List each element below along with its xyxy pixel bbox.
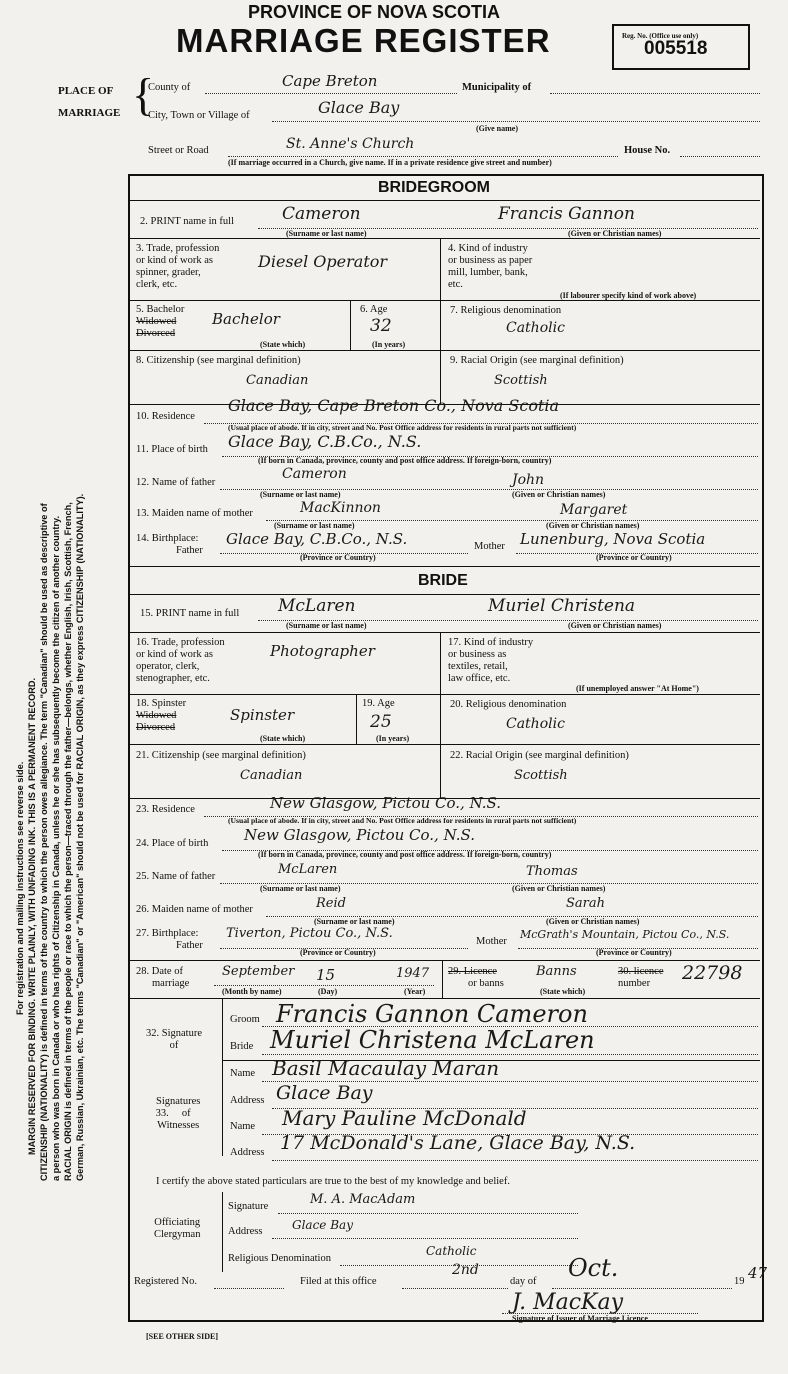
groom-age-caption: (In years) [372,340,406,349]
margin-line-3: CITIZENSHIP (NATIONALITY) is defined in terms of the country to which the person owes allegiance. The term "Canadian" should be used as descriptive of [39,503,49,1181]
clergy-religion: Catholic [426,1244,477,1258]
witness-label: Signatures 33. of Witnesses [155,1096,201,1131]
place-label [58,80,120,124]
groom-birth-label: 11. Place of birth [136,444,208,455]
groom-mother-given: Margaret [560,502,628,518]
groom-surname-caption: (Surname or last name) [286,229,367,238]
groom-mother-label: 13. Maiden name of mother [136,508,253,519]
groom-mother-bp-label: Mother [474,541,505,552]
groom-father-label: 12. Name of father [136,477,216,488]
bride-surname-caption: (Surname or last name) [286,621,367,630]
bride-status: Spinster [230,706,295,724]
marriage-day: 15 [316,966,336,984]
licence-banns: Banns [536,964,577,979]
bride-father-bp-caption: (Province or Country) [300,948,376,957]
date-label: 28. Date of marriage [136,966,190,989]
day-of-label: day of [510,1276,537,1287]
groom-age-label: 6. Age [360,304,388,315]
bride-mother-bp-caption: (Province or Country) [596,948,672,957]
bride-age-caption: (In years) [376,734,410,743]
bride-residence-label: 23. Residence [136,804,195,815]
bride-surname: McLaren [278,596,356,616]
clergy-signature: M. A. MacAdam [310,1192,416,1207]
municipality-label: Municipality of [462,82,532,93]
licence-number: 22798 [682,962,743,984]
filed-year: 47 [748,1264,768,1282]
groom-given: Francis Gannon [498,204,635,224]
filed-month: Oct. [568,1254,619,1282]
groom-mother-given-caption: (Given or Christian names) [546,521,640,530]
bride-mother-birthplace: McGrath's Mountain, Pictou Co., N.S. [520,928,730,941]
groom-father-bp-caption: (Province or Country) [300,553,376,562]
margin-line-4: a person who was born in Canada or who has rights of Citizenship in Canada, unless he or she has subsequently become the citizen of another country. [51,515,61,1181]
w1-name-label: Name [230,1068,256,1079]
see-other-side: [SEE OTHER SIDE] [146,1332,219,1341]
groom-racial: Scottish [494,373,548,388]
bride-signature: Muriel Christena McLaren [270,1026,595,1054]
city-value: Glace Bay [318,98,400,117]
bride-mother-given: Sarah [566,896,605,911]
groom-trade: Diesel Operator [258,252,388,271]
bride-mother-given-caption: (Given or Christian names) [546,917,640,926]
groom-mother-surname: MacKinnon [300,500,381,516]
w2-address-label: Address [230,1147,265,1158]
place-label-a: PLACE OF [58,85,114,97]
filed-day: 2nd [452,1262,479,1278]
groom-residence-label: 10. Residence [136,411,195,422]
year-prefix: 19 [734,1276,745,1287]
bride-state-caption: (State which) [260,734,306,743]
bride-father-label: 25. Name of father [136,871,216,882]
bride-birth: New Glasgow, Pictou Co., N.S. [244,826,476,844]
bride-status-label: 18. Spinster Widowed Divorced [136,698,187,733]
month-caption: (Month by name) [222,987,282,996]
witness2-name: Mary Pauline McDonald [282,1106,527,1130]
reg-number: 005518 [644,38,708,59]
witness2-address: 17 McDonald's Lane, Glace Bay, N.S. [280,1132,636,1154]
filed-label: Filed at this office [300,1276,377,1287]
issuer-label: Signature of Issuer of Marriage Licence [512,1314,648,1323]
bride-mother-surname: Reid [316,896,346,911]
groom-mother-birthplace: Lunenburg, Nova Scotia [520,530,706,548]
groom-name-label: 2. PRINT name in full [140,216,235,227]
bride-religion-label: 20. Religious denomination [450,699,567,710]
bride-heading: BRIDE [418,572,468,589]
groom-citizenship-label: 8. Citizenship (see marginal definition) [136,355,301,366]
clergy-sig-label: Signature [228,1201,269,1212]
groom-father-birthplace: Glace Bay, C.B.Co., N.S. [226,530,408,548]
bride-citizenship-label: 21. Citizenship (see marginal definition) [136,750,306,761]
groom-father-surname: Cameron [282,466,347,482]
groom-industry-note: (If labourer specify kind of work above) [560,291,697,300]
page-title: MARRIAGE REGISTER [176,22,551,59]
street-label: Street or Road [148,145,209,156]
groom-birthplace-label: 14. Birthplace: Father [136,533,203,556]
bride-name-label: 15. PRINT name in full [140,608,240,619]
bride-birth-note: (If born in Canada, province, county and post office address. If foreign-born, country) [258,850,552,859]
groom-trade-label: 3. Trade, profession or kind of work as spinner, grader, clerk, etc. [136,243,220,290]
bridegroom-heading: BRIDEGROOM [378,179,490,196]
bride-father-surname-caption: (Surname or last name) [260,884,341,893]
bride-mother-bp-label: Mother [476,936,507,947]
county-label: County of [148,82,191,93]
margin-line-5: RACIAL ORIGIN is defined in terms of the people or race to which the person—traced through the father—belongs, whether English, Irish, Scottish, French, [63,502,73,1181]
groom-birth: Glace Bay, C.B.Co., N.S. [228,432,422,451]
groom-mother-surname-caption: (Surname or last name) [274,521,355,530]
bride-sig-label: Bride [230,1041,254,1052]
clergy-address: Glace Bay [292,1218,353,1232]
groom-status-label: 5. Bachelor Widowed Divorced [136,304,185,339]
marriage-year: 1947 [396,966,430,981]
bride-residence-note: (Usual place of abode. If in city, street and No. Post Office address for residents in rural parts not sufficient) [228,816,577,825]
margin-instructions [14,185,110,1275]
officiating-label: Officiating Clergyman [154,1217,201,1240]
groom-surname: Cameron [282,204,361,224]
bride-father-given-caption: (Given or Christian names) [512,884,606,893]
bride-trade: Photographer [270,642,375,660]
groom-sig-label: Groom [230,1014,260,1025]
bride-industry-label: 17. Kind of industry or business as textiles, retail, law office, etc. [448,637,534,684]
brace-icon: { [132,69,155,120]
signature-label: 32. Signature of [146,1028,202,1051]
groom-status: Bachelor [212,310,280,328]
groom-signature: Francis Gannon Cameron [276,1000,588,1028]
bride-trade-label: 16. Trade, profession or kind of work as operator, clerk, stenographer, etc. [136,637,225,684]
bride-birth-label: 24. Place of birth [136,838,209,849]
groom-religion-label: 7. Religious denomination [450,305,562,316]
certify-text: I certify the above stated particulars are true to the best of my knowledge and belief. [156,1176,510,1187]
bride-age-label: 19. Age [362,698,395,709]
clergy-rel-label: Religious Denomination [228,1253,331,1264]
groom-religion: Catholic [506,320,565,336]
bride-birthplace-label: 27. Birthplace: Father [136,928,203,951]
groom-father-given-caption: (Given or Christian names) [512,490,606,499]
marriage-month: September [222,964,295,979]
county-value: Cape Breton [282,72,378,90]
registered-no-label: Registered No. [134,1276,197,1287]
margin-line-1: For registration and mailing instructions see reverse side. [15,761,25,1015]
place-note: (If marriage occurred in a Church, give name. If in a private residence give street and number) [228,158,552,167]
year-caption: (Year) [404,987,426,996]
groom-residence: Glace Bay, Cape Breton Co., Nova Scotia [228,396,560,415]
margin-line-2: MARGIN RESERVED FOR BINDING. WRITE PLAINLY, WITH UNFADING INK. THIS IS A PERMANENT RECORD. [27,677,37,1155]
bride-given: Muriel Christena [488,596,636,616]
bride-father-birthplace: Tiverton, Pictou Co., N.S. [226,926,393,941]
reg-label: Reg. No. (Office use only) [622,32,699,40]
w1-address-label: Address [230,1095,265,1106]
bride-age: 25 [370,712,392,732]
licence-label: 29. Licence or banns [448,966,504,989]
groom-father-surname-caption: (Surname or last name) [260,490,341,499]
bride-racial-label: 22. Racial Origin (see marginal definition) [450,750,629,761]
margin-line-6: German, Russian, Ukrainian, etc. The terms "Canadian" or "American" should not be used for RACIAL ORIGIN, as they express CITIZENSHIP (NATIONALITY). [75,493,85,1181]
city-label: City, Town or Village of [148,110,250,121]
bride-residence: New Glasgow, Pictou Co., N.S. [270,794,502,812]
w2-name-label: Name [230,1121,256,1132]
bride-mother-surname-caption: (Surname or last name) [314,917,395,926]
bride-father-given: Thomas [526,864,578,879]
witness1-name: Basil Macaulay Maran [272,1056,500,1080]
street-value: St. Anne's Church [286,136,415,152]
groom-given-caption: (Given or Christian names) [568,229,662,238]
bride-racial: Scottish [514,768,568,783]
place-label-b: MARRIAGE [58,107,121,119]
number-label: 30. licence number [618,966,664,989]
house-no-label: House No. [624,145,671,156]
bride-industry-note: (If unemployed answer "At Home") [576,684,699,693]
issuer-signature: J. MacKay [512,1290,624,1315]
day-caption: (Day) [318,987,338,996]
groom-father-given: John [512,472,545,488]
clergy-addr-label: Address [228,1226,263,1237]
bride-father-surname: McLaren [278,862,338,877]
give-name-caption: (Give name) [476,124,518,133]
groom-state-caption: (State which) [260,340,306,349]
bride-religion: Catholic [506,716,565,732]
groom-birth-note: (If born in Canada, province, county and post office address. If foreign-born, country) [258,456,552,465]
bride-citizenship: Canadian [240,768,303,783]
bride-mother-label: 26. Maiden name of mother [136,904,253,915]
groom-mother-bp-caption: (Province or Country) [596,553,672,562]
groom-residence-note: (Usual place of abode. If in city, street and No. Post Office address for residents in rural parts not sufficient) [228,423,577,432]
groom-age: 32 [370,316,392,336]
banns-caption: (State which) [540,987,586,996]
groom-industry-label: 4. Kind of industry or business as paper mill, lumber, bank, etc. [448,243,533,290]
witness1-address: Glace Bay [276,1082,373,1104]
reg-number-box [612,24,750,70]
bride-given-caption: (Given or Christian names) [568,621,662,630]
province-heading: PROVINCE OF NOVA SCOTIA [248,2,501,22]
groom-racial-label: 9. Racial Origin (see marginal definition) [450,355,624,366]
groom-citizenship: Canadian [246,373,309,388]
